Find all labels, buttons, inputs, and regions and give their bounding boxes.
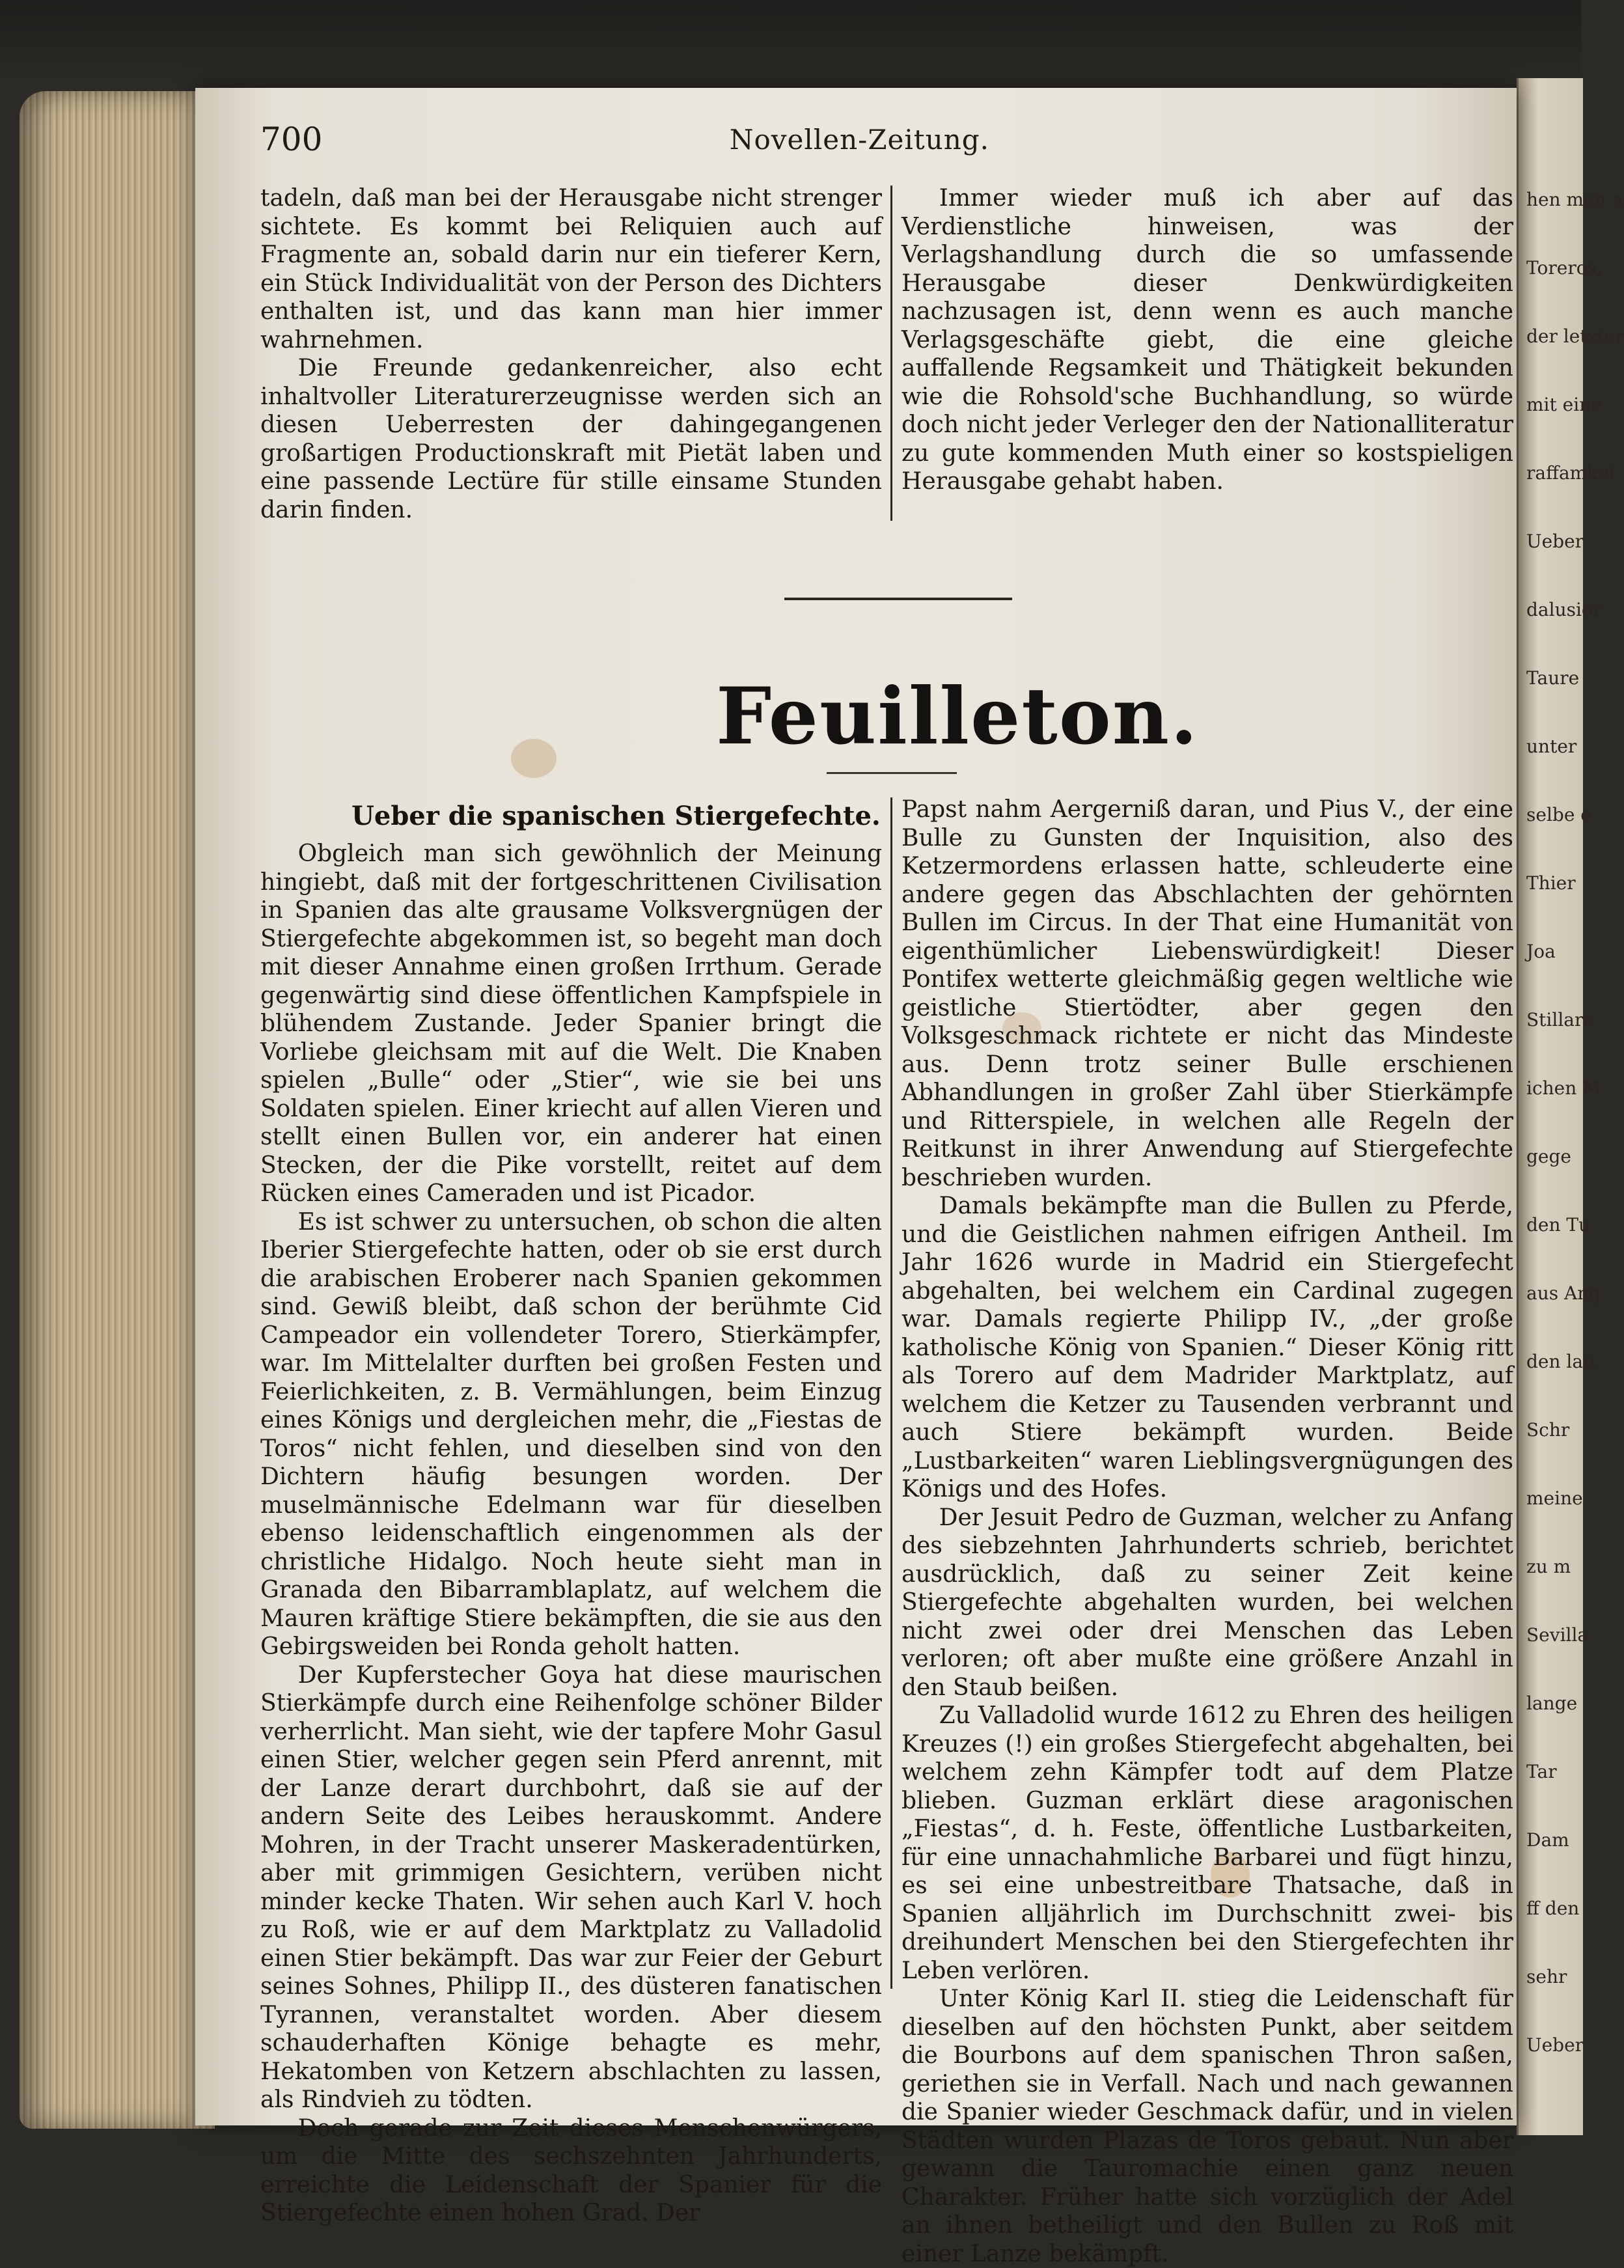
paragraph: Doch gerade zur Zeit dieses Menschenwürgers, um die Mitte des sechszehnten Jahrhunderts, erreichte die Leidenschaft der Spanier für die Stiergefechte einen hohen Grad. Der — [260, 2114, 882, 2226]
paragraph: Damals bekämpfte man die Bullen zu Pferde, und die Geistlichen nahmen eifrigen Antheil. Im Jahr 1626 wurde in Madrid ein Stiergefecht abgehalten, bei welchem ein Cardinal zugegen war. Damals regierte Philipp IV., „der große katholische König von Spanien.“ Dieser König ritt als Torero auf dem Madrider Marktplatz, auf welchem die Ketzer zu Tausenden verbrannt und auch Stiere bekämpft wurden. Beide „Lustbarkeiten“ waren Lieblingsvergnügungen des Königs und des Hofes. — [901, 1193, 1513, 1502]
adjacent-page-fragment: Dam — [1526, 1829, 1569, 1851]
column-rule — [890, 797, 892, 1989]
adjacent-page-fragment: der letzter — [1526, 325, 1624, 347]
section-heading: Feuilleton. — [716, 671, 1199, 762]
page-number: 700 — [260, 120, 323, 158]
adjacent-page-fragment: zu m — [1526, 1556, 1571, 1577]
adjacent-page-fragment: den Tu — [1526, 1214, 1591, 1236]
adjacent-page-fragment: Tar — [1526, 1761, 1557, 1782]
adjacent-page-fragment: lange — [1526, 1693, 1578, 1714]
section-divider — [784, 598, 1012, 600]
adjacent-page-fragment: aus Ang — [1526, 1282, 1601, 1304]
paragraph: Obgleich man sich gewöhnlich der Meinung hingiebt, daß mit der fortgeschrittenen Civilisation in Spanien das alte grausame Volksvergnügen der Stiergefechte abgekommen ist, so begeht man doch mit dieser Annahme einen großen Irrthum. Gerade gegenwärtig sind diese öffentlichen Kampfspiele in blühendem Zustande. Jeder Spanier bringt die Vorliebe gleichsam mit auf die Welt. Die Knaben spielen „Bulle“ oder „Stier“, wie sie bei uns Soldaten spielen. Einer kriecht auf allen Vieren und stellt einen Bullen vor, ein anderer hat einen Stecken, der die Pike vorstellt, reitet auf dem Rücken eines Cameraden und ist Picador. — [260, 840, 882, 1207]
heading-flourish — [827, 772, 957, 774]
article-title: Ueber die spanischen Stiergefechte. — [351, 801, 881, 831]
adjacent-page-fragment: Ueber — [1526, 531, 1584, 552]
adjacent-page-fragment: hen man a — [1526, 189, 1623, 210]
adjacent-page-fragment: Stillare — [1526, 1009, 1594, 1030]
adjacent-page-fragment: Sevilla — [1526, 1624, 1589, 1646]
adjacent-page-fragment: raffamkei — [1526, 462, 1615, 484]
adjacent-page-fragment: Ueber — [1526, 2034, 1584, 2056]
adjacent-page-fragment: sehr — [1526, 1966, 1567, 1987]
adjacent-page-fragment: dalusier — [1526, 599, 1601, 620]
adjacent-page-fragment: den lan, — [1526, 1351, 1601, 1372]
paragraph: Es ist schwer zu untersuchen, ob schon die alten Iberier Stiergefechte hatten, oder ob sie erst durch die arabischen Eroberer nach Spanien gekommen sind. Gewiß bleibt, daß schon der berühmte Cid Campeador ein vollendeter Torero, Stierkämpfer, war. Im Mittelalter durften bei großen Festen und Feierlichkeiten, z. B. Vermählungen, beim Einzug eines Königs und dergleichen mehr, die „Fiestas de Toros“ nicht fehlen, und dieselben sind von den Dichtern häufig besungen worden. Der muselmännische Edelmann war für dieselben ebenso leidenschaftlich eingenommen als der christliche Hidalgo. Noch heute sieht man in Granada den Bibarramblaplatz, auf welchem die Mauren kräftige Stiere bekämpften, die sie aus den Gebirgsweiden bei Ronda geholt hatten. — [260, 1208, 882, 1660]
adjacent-page-fragment: gege — [1526, 1146, 1571, 1167]
article-right-column — [901, 795, 1513, 2268]
paragraph: tadeln, daß man bei der Herausgabe nicht strenger sichtete. Es kommt bei Reliquien auch auf Fragmente an, sobald darin nur ein tieferer Kern, ein Stück Individualität von der Person des Dichters enthalten ist, und das kann man hier immer wahrnehmen. — [260, 185, 882, 353]
paragraph: Der Jesuit Pedro de Guzman, welcher zu Anfang des siebzehnten Jahrhunderts schrieb, berichtet ausdrücklich, daß zu seiner Zeit keine Stiergefechte abgehalten wurden, bei welchen nicht zwei oder drei Menschen das Leben verloren; oft aber mußte eine größere Anzahl in den Staub beißen. — [901, 1504, 1513, 1701]
paper-stain — [511, 739, 557, 778]
book-background — [0, 0, 1581, 98]
adjacent-page-fragment: mit eine — [1526, 394, 1602, 415]
page-header — [260, 120, 989, 166]
paragraph: Unter König Karl II. stieg die Leidenschaft für dieselben auf den höchsten Punkt, aber seitdem die Bourbons auf dem spanischen Thron saßen, geriethen sie in Verfall. Nach und nach gewannen die Spanier wieder Geschmack dafür, und in vielen Städten wurden Plazas de Toros gebaut. Nun aber gewann die Tauromachie einen ganz neuen Charakter. Früher hatte sich vorzüglich der Adel an ihnen betheiligt und den Bullen zu Roß mit einer Lanze bekämpft. — [901, 1985, 1513, 2267]
paragraph: Immer wieder muß ich aber auf das Verdienstliche hinweisen, was der Verlagshandlung durch die so umfassende Herausgabe dieser Denkwürdigkeiten nachzusagen ist, denn wenn es auch manche Verlagsgeschäfte giebt, die eine gleiche auffallende Regsamkeit und Thätigkeit bekunden wie die Rohsold'sche Buchhandlung, so würde doch nicht jeder Verleger den der Nationalliteratur zu gute kommenden Muth einer so kostspieligen Herausgabe gehabt haben. — [901, 185, 1513, 495]
paragraph: Papst nahm Aergerniß daran, und Pius V., der eine Bulle zu Gunsten der Inquisition, also des Ketzermordens erlassen hatte, schleuderte eine andere gegen das Abschlachten der gehörnten Bullen im Circus. In der That eine Humanität von eigenthümlicher Liebenswürdigkeit! Dieser Pontifex wetterte gleichmäßig gegen weltliche wie geistliche Stiertödter, aber gegen den Volksgeschmack richtete er nicht das Mindeste aus. Denn trotz seiner Bulle erschienen Abhandlungen in großer Zahl über Stierkämpfe und Ritterspiele, in welchen alle Regeln der Reitkunst in ihrer Anwendung auf Stiergefechte beschrieben wurden. — [901, 796, 1513, 1191]
paragraph: Der Kupferstecher Goya hat diese maurischen Stierkämpfe durch eine Reihenfolge schöner Bilder verherrlicht. Man sieht, wie der tapfere Mohr Gasul einen Stier, welcher gegen sein Pferd anrennt, mit der Lanze derart durchbohrt, daß sie auf der andern Seite des Leibes herauskommt. Andere Mohren, in der Tracht unserer Maskeradentürken, aber mit grimmigen Gesichtern, verüben nicht minder kecke Thaten. Wir sehen auch Karl V. hoch zu Roß, wie er auf dem Marktplatz zu Valladolid einen Stier bekämpft. Das war zur Feier der Geburt seines Sohnes, Philipp II., des düsteren fanatischen Tyrannen, veranstaltet worden. Aber diesem schauderhaften Könige behagte es mehr, Hekatomben von Ketzern abschlachten zu lassen, als Rindvieh zu tödten. — [260, 1661, 882, 2113]
adjacent-page-fragment: ichen M — [1526, 1077, 1601, 1099]
paragraph: Die Freunde gedankenreicher, also echt inhaltvoller Literaturerzeugnisse werden sich an diesen Ueberresten der dahingegangenen großartigen Productionskraft mit Pietät laben und eine passende Lectüre für stille einsame Stunden darin finden. — [260, 355, 882, 523]
article-left-column — [260, 840, 882, 2228]
adjacent-page-fragment: ff den — [1526, 1898, 1580, 1919]
top-left-column — [260, 184, 882, 524]
adjacent-page-fragment: meine — [1526, 1487, 1583, 1509]
adjacent-page — [1517, 78, 1624, 2135]
adjacent-page-fragment: Schr — [1526, 1419, 1570, 1441]
column-rule — [890, 186, 892, 521]
adjacent-page-fragment: Toreros, — [1526, 257, 1603, 279]
adjacent-page-fragment: selbe e — [1526, 804, 1591, 825]
page-edges — [20, 91, 215, 2129]
paragraph: Zu Valladolid wurde 1612 zu Ehren des heiligen Kreuzes (!) ein großes Stiergefecht abgehalten, bei welchem zehn Kämpfer todt auf dem Platze blieben. Guzman erklärt diese aragonischen „Fiestas“, d. h. Feste, öffentliche Lustbarkeiten, für eine unnachahmliche Barbarei und fügt hinzu, es sei eine unbestreitbare Thatsache, daß in Spanien alljährlich im Durchschnitt zwei- bis dreihundert Menschen bei den Stiergefechten ihr Leben verlören. — [901, 1702, 1513, 1984]
adjacent-page-fragment: Joa — [1526, 941, 1556, 962]
adjacent-page-fragment: Thier — [1526, 872, 1576, 894]
adjacent-page-fragment: unter — [1526, 736, 1577, 757]
running-head: Novellen-Zeitung. — [729, 124, 989, 156]
top-right-column — [901, 184, 1513, 496]
adjacent-page-fragment: Taure — [1526, 667, 1580, 689]
